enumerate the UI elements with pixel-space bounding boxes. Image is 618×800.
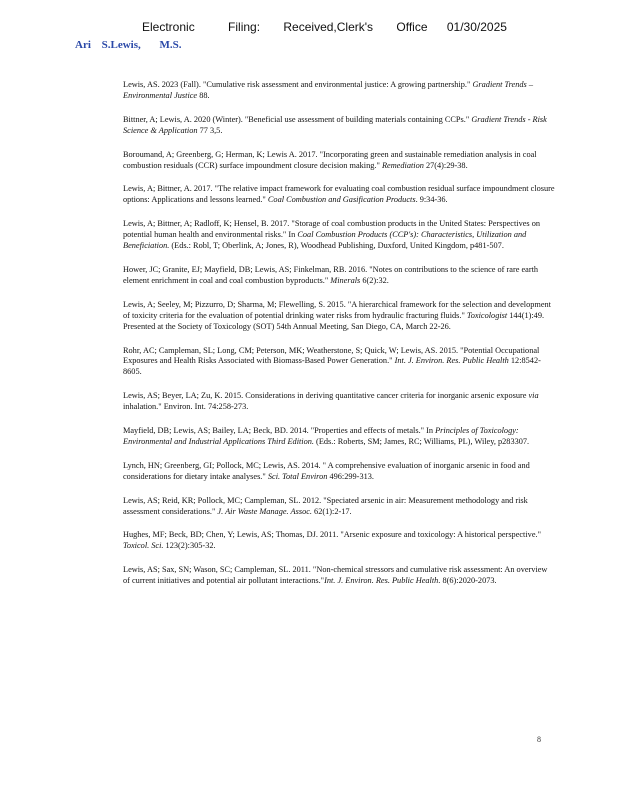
filing-stamp <box>142 20 507 34</box>
reference-entry <box>123 150 555 172</box>
reference-entry <box>123 346 555 379</box>
reference-tail: inhalation." Environ. Int. 74:258-273. <box>123 402 249 412</box>
reference-lead: Lewis, AS; Reid, KR; Pollock, MC; Campleman, SL. 2012. "Speciated arsenic in air: Measurement methodology and risk assessment considerations." <box>123 495 528 516</box>
reference-source: Int. J. Environ. Res. Public Health <box>324 576 439 586</box>
reference-source: Sci. Total Environ <box>267 471 328 481</box>
reference-lead: Lewis, AS; Sax, SN; Wason, SC; Campleman, SL. 2011. "Non-chemical stressors and cumulative risk assessment: An overview of current initiatives and potential air pollutant interactions." <box>123 565 548 586</box>
reference-source: Gradient Trends – Environmental Justice <box>123 80 533 100</box>
reference-tail: 144(1):49. Presented at the Society of Toxicology (SOT) 54th Annual Meeting, San Diego, CA, March 22-26. <box>123 310 545 331</box>
reference-source: Gradient Trends - Risk Science & Application <box>123 114 547 135</box>
reference-entry <box>123 496 555 518</box>
reference-source: Coal Combustion and Gasification Products <box>267 195 416 205</box>
reference-tail: 123(2):305-32. <box>163 541 216 551</box>
reference-tail: 27(4):29-38. <box>423 160 468 170</box>
reference-tail: (Eds.: Robl, T; Oberlink, A; Jones, R), Woodhead Publishing, Duxford, United Kingdom, p481-507. <box>169 241 504 251</box>
reference-list <box>123 80 555 587</box>
reference-lead: Lewis, A; Bittner, A; Radloff, K; Hensel, B. 2017. "Storage of coal combustion products in the United States: Perspectives on potential human health and environmental risks." In <box>123 219 540 240</box>
reference-tail: 88. <box>197 90 210 100</box>
reference-lead: Bittner, A; Lewis, A. 2020 (Winter). "Beneficial use assessment of building materials containing CCPs." <box>123 114 472 124</box>
reference-lead: Rohr, AC; Campleman, SL; Long, CM; Peterson, MK; Weatherstone, S; Quick, W; Lewis, AS. 2015. "Potential Occupational Exposures and Health Risks Associated with Biomass-Based Power Generation." <box>123 345 540 366</box>
filing-received: Received,Clerk's <box>283 20 374 34</box>
reference-lead: Boroumand, A; Greenberg, G; Herman, K; Lewis A. 2017. "Incorporating green and sustainable remediation analysis in coal combustion residuals (CCR) surface impoundment closure decision making." <box>123 149 537 170</box>
reference-lead: Hughes, MF; Beck, BD; Chen, Y; Lewis, AS; Thomas, DJ. 2011. "Arsenic exposure and toxicology: A historical perspective." <box>123 530 541 540</box>
reference-entry <box>123 184 555 206</box>
reference-tail: (Eds.: Roberts, SM; James, RC; Williams, PL), Wiley, p283307. <box>313 436 530 446</box>
reference-source: Int. J. Environ. Res. Public Health <box>394 356 509 366</box>
author-first: Ari <box>75 39 91 51</box>
reference-source: Toxicologist <box>466 310 508 320</box>
reference-source: Minerals <box>330 275 361 285</box>
reference-entry <box>123 391 555 413</box>
reference-entry <box>123 219 555 252</box>
filing-office: Office <box>396 20 428 34</box>
author-degree: M.S. <box>159 39 182 51</box>
reference-entry <box>123 530 555 552</box>
filing-electronic: Electronic <box>142 20 195 34</box>
reference-lead: Lewis, AS; Beyer, LA; Zu, K. 2015. Considerations in deriving quantitative cancer criteria for inorganic arsenic exposure <box>123 391 529 401</box>
page-number: 8 <box>537 735 541 744</box>
reference-entry <box>123 461 555 483</box>
reference-lead: Lewis, A; Seeley, M; Pizzurro, D; Sharma, M; Flewelling, S. 2015. "A hierarchical framework for the selection and development of toxicity criteria for the evaluation of potential drinking water risks from hydraulic fracturing fluids." <box>123 299 551 320</box>
reference-source: via <box>528 391 539 401</box>
author-last: S.Lewis, <box>101 39 141 51</box>
reference-source: Toxicol. Sci. <box>123 541 164 551</box>
reference-tail: . 9:34-36. <box>415 195 448 205</box>
reference-entry <box>123 300 555 333</box>
reference-source: Remediation <box>381 160 424 170</box>
reference-tail: . 8(6):2020-2073. <box>438 576 497 586</box>
reference-lead: Lewis, A; Bittner, A. 2017. "The relative impact framework for evaluating coal combustion residual surface impoundment closure options: Applications and lessons learned." <box>123 184 555 205</box>
reference-lead: Lewis, AS. 2023 (Fall). "Cumulative risk assessment and environmental justice: A growing partnership." <box>123 80 473 89</box>
filing-date: 01/30/2025 <box>446 20 507 34</box>
reference-tail: 62(1):2-17. <box>311 506 352 516</box>
filing-label: Filing: <box>228 20 261 34</box>
reference-entry <box>123 426 555 448</box>
reference-tail: 12:8542-8605. <box>123 356 541 377</box>
reference-lead: Mayfield, DB; Lewis, AS; Bailey, LA; Beck, BD. 2014. "Properties and effects of metals." In <box>123 426 436 436</box>
reference-entry <box>123 265 555 287</box>
author-name <box>75 39 182 51</box>
reference-source: Principles of Toxicology: Environmental and Industrial Applications Third Edition. <box>123 426 519 446</box>
reference-tail: 6(2):32. <box>360 275 389 285</box>
reference-source: Coal Combustion Products (CCP's): Characteristics, Utilization and Beneficiation. <box>123 230 527 251</box>
reference-lead: Lynch, HN; Greenberg, GI; Pollock, MC; Lewis, AS. 2014. " A comprehensive evaluation of inorganic arsenic in food and considerations for dietary intake analyses." <box>123 460 530 481</box>
reference-tail: 77 3,5. <box>197 125 223 135</box>
reference-source: J. Air Waste Manage. Assoc. <box>217 506 312 516</box>
reference-entry <box>123 80 555 102</box>
reference-entry <box>123 115 555 137</box>
reference-tail: 496:299-313. <box>327 471 374 481</box>
reference-lead: Hower, JC; Granite, EJ; Mayfield, DB; Lewis, AS; Finkelman, RB. 2016. "Notes on contributions to the science of rare earth element enrichment in coal and coal combustion byproducts." <box>123 264 539 285</box>
reference-entry <box>123 565 555 587</box>
